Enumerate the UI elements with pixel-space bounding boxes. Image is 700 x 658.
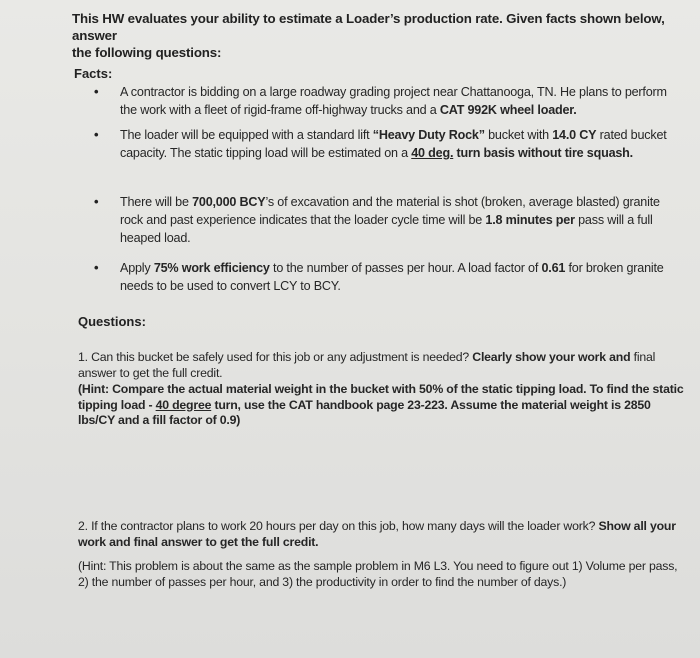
question-1-hint: (Hint: Compare the actual material weight in the bucket with 50% of the static tipping load. To find the static tipping load - 40 degree turn, use the CAT handbook page 23-223. Assume the material weight is 2850 lbs/CY and a fill factor of 0.9) [78,382,684,427]
intro-text [72,10,692,61]
question-2-hint: (Hint: This problem is about the same as the sample problem in M6 L3. You need to figure out 1) Volume per pass, 2) the number of passes per hour, and 3) the productivity in order to find the number of days.) [78,559,678,589]
question-1: 1. Can this bucket be safely used for this job or any adjustment is needed? Clearly show your work and final answer to get the full credit. [78,350,656,380]
fact-4: Apply 75% work efficiency to the number of passes per hour. A load factor of 0.61 for broken granite needs to be used to convert LCY to BCY. [120,261,664,293]
questions-heading: Questions: [78,314,146,329]
bullet-2: • [94,127,99,142]
fact-2: The loader will be equipped with a standard lift “Heavy Duty Rock” bucket with 14.0 CY rated bucket capacity. The static tipping load will be estimated on a 40 deg. turn basis without tire squash. [120,128,667,160]
fact-1: A contractor is bidding on a large roadway grading project near Chattanooga, TN. He plans to perform the work with a fleet of rigid-frame off-highway trucks and a CAT 992K wheel loader. [120,85,667,117]
question-2: 2. If the contractor plans to work 20 hours per day on this job, how many days will the loader work? Show all your work and final answer to get the full credit. [78,519,676,549]
bullet-3: • [94,194,99,209]
intro-line-2: the following questions: [72,45,222,60]
facts-heading: Facts: [74,66,113,81]
bullet-4: • [94,260,99,275]
intro-line-1: This HW evaluates your ability to estimate a Loader’s production rate. Given facts shown below, answer [72,11,665,43]
bullet-1: • [94,84,99,99]
fact-3: There will be 700,000 BCY’s of excavation and the material is shot (broken, average blasted) granite rock and past experience indicates that the loader cycle time will be 1.8 minutes per pass will a full heaped load. [120,195,660,245]
